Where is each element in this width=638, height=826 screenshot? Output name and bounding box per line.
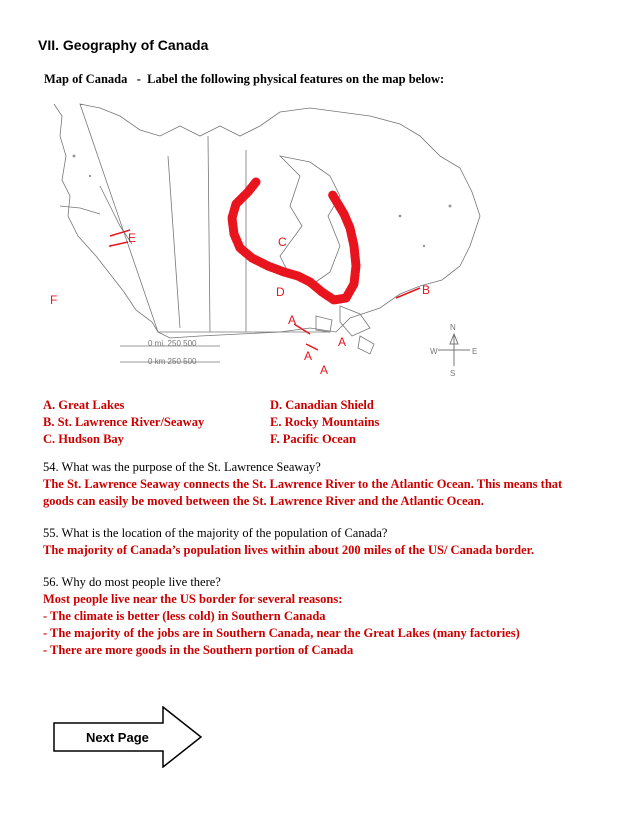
compass-n: N <box>450 323 456 332</box>
question-55: 55. What is the location of the majority of the population of Canada? <box>43 526 388 540</box>
map-label-d: D <box>276 285 285 299</box>
compass-s: S <box>450 369 456 378</box>
compass-e: E <box>472 347 478 356</box>
question-54: 54. What was the purpose of the St. Lawrence Seaway? <box>43 460 321 474</box>
map-label-b: B <box>422 283 431 297</box>
answer-54-line-2: goods can easily be moved between the St. Lawrence River and the Atlantic Ocean. <box>43 494 484 508</box>
legend-c: C. Hudson Bay <box>43 432 124 446</box>
legend-b: B. St. Lawrence River/Seaway <box>43 415 205 429</box>
canada-map <box>40 96 500 380</box>
answer-55-line-1: The majority of Canada’s population lives within about 200 miles of the US/ Canada border. <box>43 543 535 557</box>
legend-e: E. Rocky Mountains <box>270 415 380 429</box>
map-label-a: A <box>288 313 297 327</box>
map-label-a: A <box>338 335 347 349</box>
section-title: VII. Geography of Canada <box>38 37 209 53</box>
map-instructions: Map of Canada - Label the following physical features on the map below: <box>44 72 445 86</box>
map-label-a: A <box>304 349 313 363</box>
answer-56-line-4: - There are more goods in the Southern portion of Canada <box>43 643 354 657</box>
next-page-label[interactable]: Next Page <box>86 730 149 745</box>
legend-d: D. Canadian Shield <box>270 398 374 412</box>
scale-miles: 0 mi. 250 500 <box>148 339 197 348</box>
compass-w: W <box>430 347 438 356</box>
canadian-shield-marker <box>232 182 356 300</box>
legend-f: F. Pacific Ocean <box>270 432 356 446</box>
answer-56-line-1: Most people live near the US border for several reasons: <box>43 592 343 606</box>
question-56: 56. Why do most people live there? <box>43 575 221 589</box>
answer-56-line-3: - The majority of the jobs are in Southern Canada, near the Great Lakes (many factories) <box>43 626 520 640</box>
scale-km: 0 km 250 500 <box>148 357 197 366</box>
map-label-e: E <box>128 231 137 245</box>
answer-56-line-2: - The climate is better (less cold) in Southern Canada <box>43 609 326 623</box>
answer-54-line-1: The St. Lawrence Seaway connects the St. Lawrence River to the Atlantic Ocean. This means that <box>43 477 563 491</box>
map-label-a: A <box>320 363 329 377</box>
map-label-c: C <box>278 235 287 249</box>
map-label-f: F <box>50 293 58 307</box>
legend-a: A. Great Lakes <box>43 398 125 412</box>
